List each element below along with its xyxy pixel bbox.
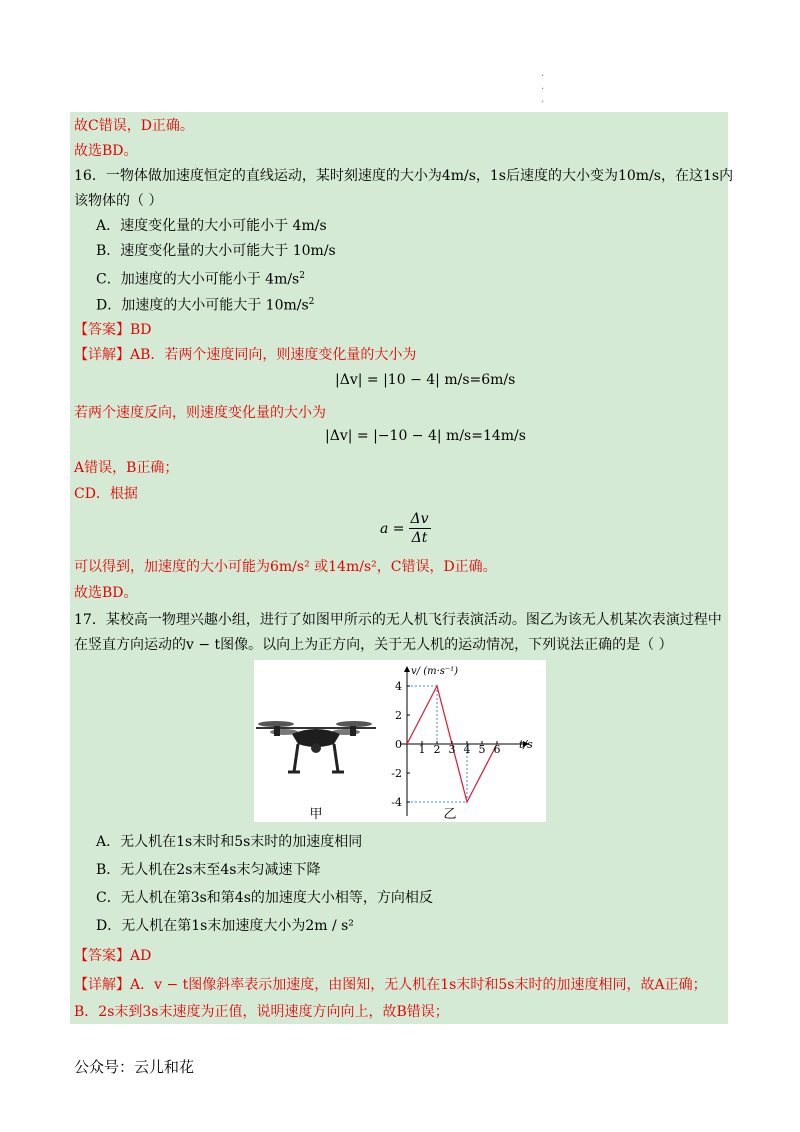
q16-detail-line: CD．根据 [74, 486, 138, 502]
y-tick-label: -4 [391, 796, 402, 809]
figure-panel [254, 660, 546, 822]
x-tick-label: 6 [493, 743, 501, 756]
q16-detail-line: 可以得到，加速度的大小可能为6m/s² 或14m/s²，C错误，D正确。 [74, 559, 497, 575]
x-tick-label: 1 [418, 743, 426, 756]
q16-detail-line: 若两个速度反向，则速度变化量的大小为 [74, 405, 326, 421]
q17-option-d: D．无人机在第1s末加速度大小为2m / s² [96, 918, 354, 934]
y-axis-arrow [404, 666, 410, 672]
q17-answer: 【答案】AD [74, 948, 152, 964]
x-axis-label: t/s [519, 738, 533, 751]
q16-option-d: D．加速度的大小可能大于 $10m/s^2$ [96, 297, 315, 314]
text-line: 故选BD。 [74, 143, 138, 159]
vt-chart [391, 666, 533, 816]
y-tick-label: 4 [395, 680, 402, 693]
x-tick-label: 4 [463, 743, 471, 756]
q16-option-a: A．速度变化量的大小可能小于 4m/s [96, 218, 327, 234]
q16-stem-line2: 该物体的（ ） [74, 193, 163, 209]
x-tick-label: 3 [448, 743, 456, 756]
figure-label-b: 乙 [443, 807, 457, 822]
q16-stem-line1: 16．一物体做加速度恒定的直线运动，某时刻速度的大小为4m/s，1s后速度的大小变为10m/s，在这1s内 [74, 168, 734, 184]
q16-detail-line: 【详解】AB．若两个速度同向，则速度变化量的大小为 [74, 347, 417, 363]
q16-answer: 【答案】BD [74, 322, 152, 338]
y-tick-label: 2 [395, 709, 402, 722]
drone-image [254, 712, 378, 802]
fraction-denominator: Δt [411, 530, 428, 546]
x-tick-label: 5 [478, 743, 486, 756]
q17-option-a: A．无人机在1s末时和5s末时的加速度相同 [96, 834, 363, 850]
equation-2: |Δv| = |−10 − 4| m/s=14m/s [325, 428, 526, 444]
q17-option-b: B．无人机在2s末至4s末匀减速下降 [96, 862, 321, 878]
margin-dots: · · · [541, 71, 545, 108]
q17-detail-line: B．2s末到3s末速度为正值，说明速度方向向上，故B错误； [74, 1004, 449, 1020]
q16-detail-line: A错误，B正确； [74, 460, 179, 476]
q16-option-c: C．加速度的大小可能小于 $4m/s^2$ [96, 271, 305, 288]
q17-detail-line: 【详解】A．v − t图像斜率表示加速度，由图知，无人机在1s末时和5s末时的加速度相同，故A正确； [74, 977, 707, 993]
equation-3 [380, 510, 431, 547]
x-tick-label: 2 [433, 743, 441, 756]
text-line: 故C错误，D正确。 [74, 118, 194, 134]
figure-svg [254, 660, 546, 822]
q17-option-c: C．无人机在第3s和第4s的加速度大小相等，方向相反 [96, 890, 433, 906]
q16-detail-line: 故选BD。 [74, 585, 138, 601]
y-tick-label: -2 [391, 767, 402, 780]
fraction-numerator: Δv [410, 511, 429, 527]
q16-option-b: B．速度变化量的大小可能大于 10m/s [96, 243, 336, 259]
y-axis-label: v/ (m·s⁻¹) [411, 666, 459, 677]
equation-3-lhs: a = [380, 520, 405, 537]
figure-label-a: 甲 [309, 807, 323, 822]
fraction [409, 510, 431, 547]
q17-stem-line1: 17．某校高一物理兴趣小组，进行了如图甲所示的无人机飞行表演活动。图乙为该无人机某次表演过程中 [74, 612, 722, 628]
footer-text: 公众号：云儿和花 [74, 1058, 195, 1076]
y-tick-label: 0 [395, 738, 402, 751]
q17-stem-line2: 在竖直方向运动的v − t图像。以向上为正方向，关于无人机的运动情况，下列说法正确的是（ ） [74, 637, 673, 653]
equation-1: |Δv| = |10 − 4| m/s=6m/s [335, 372, 516, 388]
